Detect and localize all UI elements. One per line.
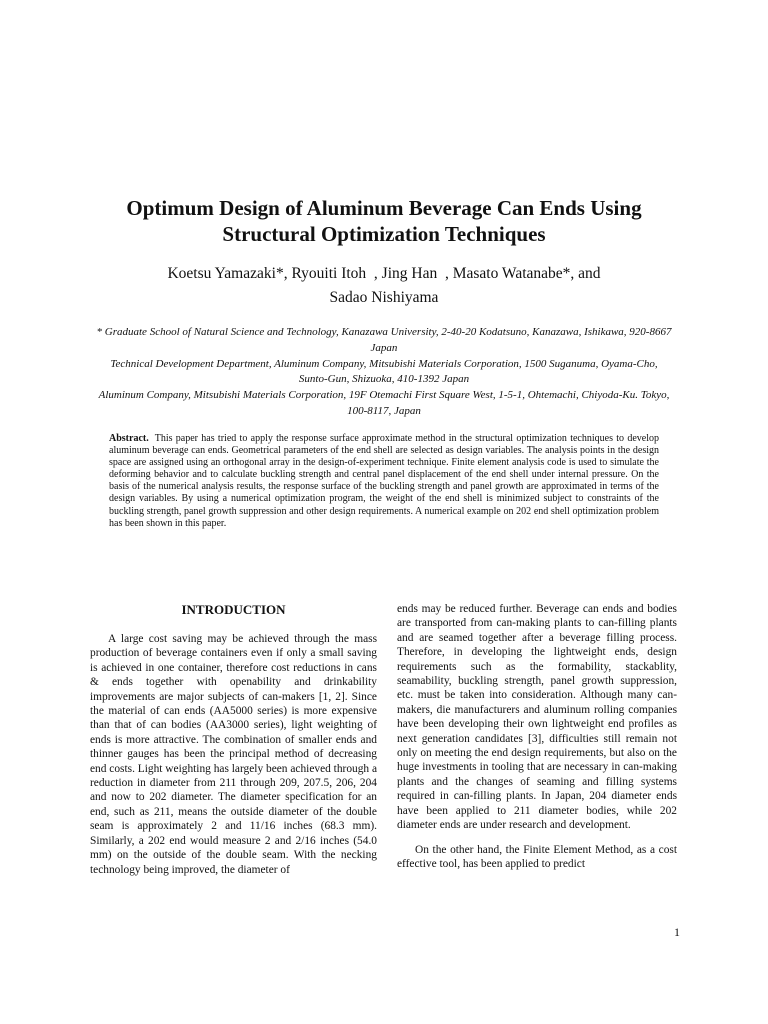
abstract: [109, 433, 659, 530]
body-paragraph: A large cost saving may be achieved through the mass production of beverage containers even if only a small saving is achieved in one container, therefore cost reductions in cans & ends together with openability and drinkability improvements are major subjects of can-makers [1, 2]. Since the material of can ends (AA5000 series) is more expensive than that of can bodies (AA3000 series), light weighting of ends is more attractive. The combination of smaller ends and thinner gauges has been the principal method of decreasing end costs. Light weighting has largely been achieved through a reduction in diameter from 211 through 209, 207.5, 206, 204 and now to 202 diameter. The diameter specification for an end, such as 211, means the outside diameter of the double seam is approximately 2 and 11/16 inches (68.3 mm). Similarly, a 202 end would measure 2 and 2/16 inches (54.0 mm) on the outside of the double seam. With the necking technology being improved, the diameter of: [90, 633, 378, 876]
authors-line-1: Koetsu Yamazaki*, Ryouiti Itoh , Jing Han , Masato Watanabe*, and: [167, 265, 601, 282]
authors-line-2: Sadao Nishiyama: [329, 289, 439, 306]
abstract-label: Abstract.: [109, 433, 149, 444]
body-paragraph-continued: ends may be reduced further. Beverage can ends and bodies are transported from can-making plants to can-filling plants and are seamed together after a beverage filling process. Therefore, in developing the lightweight ends, design requirements such as the formability, stackablity, seamability, buckling strength, panel growth suppression, etc. must be taken into consideration. Although many can-makers, die manufacturers and aluminum rolling companies have been developing their own lightweight end profiles as next generation candidates [3], difficulties still remain not only on meeting the end design requirements, but also on the huge investments in tooling that are necessary in can-making plants and the changes of seaming and filling systems required in can-filling plants. In Japan, 204 diameter ends have been applied to 211 diameter bodies, while 202 diameter ends are under research and development.: [397, 603, 677, 832]
section-heading-introduction: INTRODUCTION: [181, 602, 286, 617]
affiliation-kanazawa: * Graduate School of Natural Science and Technology, Kanazawa University, 2-40-20 Kodatsuno, Kanazawa, Ishikawa, 920-8667 Japan: [96, 326, 672, 354]
paper-title: Optimum Design of Aluminum Beverage Can Ends Using Structural Optimization Techniques: [126, 196, 642, 246]
affiliations: [95, 325, 673, 420]
author-list: [90, 262, 678, 310]
body-paragraph: On the other hand, the Finite Element Method, as a cost effective tool, has been applied to predict: [397, 843, 677, 870]
affiliation-technical-development: Technical Development Department, Aluminum Company, Mitsubishi Materials Corporation, 1500 Suganuma, Oyama-Cho, Sunto-Gun, Shizuoka, 410-1392 Japan: [110, 357, 658, 386]
page-number: 1: [674, 925, 680, 939]
body-column-right: [397, 602, 677, 871]
body-column-left: [90, 602, 377, 877]
affiliation-aluminum-company: Aluminum Company, Mitsubishi Materials Corporation, 19F Otemachi First Square West, 1-5-1, Ohtemachi, Chiyoda-Ku. Tokyo, 100-8117, Japan: [98, 389, 670, 417]
abstract-text: This paper has tried to apply the response surface approximate method in the structural optimization techniques to develop aluminum beverage can ends. Geometrical parameters of the end shell are selected as design variables. The analysis points in the design space are assigned using an orthogonal array in the design-of-experiment technique. Finite element analysis code is used to simulate the deforming behavior and to calculate buckling strength and central panel displacement of the end shell under internal pressure. On the basis of the numerical analysis results, the response surface of the buckling strength and panel growth are approximated in terms of the design variables. By using a numerical optimization program, the weight of the end shell is minimized subject to constraints of the buckling strength, panel growth suppression and other design requirements. A numerical example on 202 end shell optimization problem has been shown in this paper.: [109, 433, 659, 529]
